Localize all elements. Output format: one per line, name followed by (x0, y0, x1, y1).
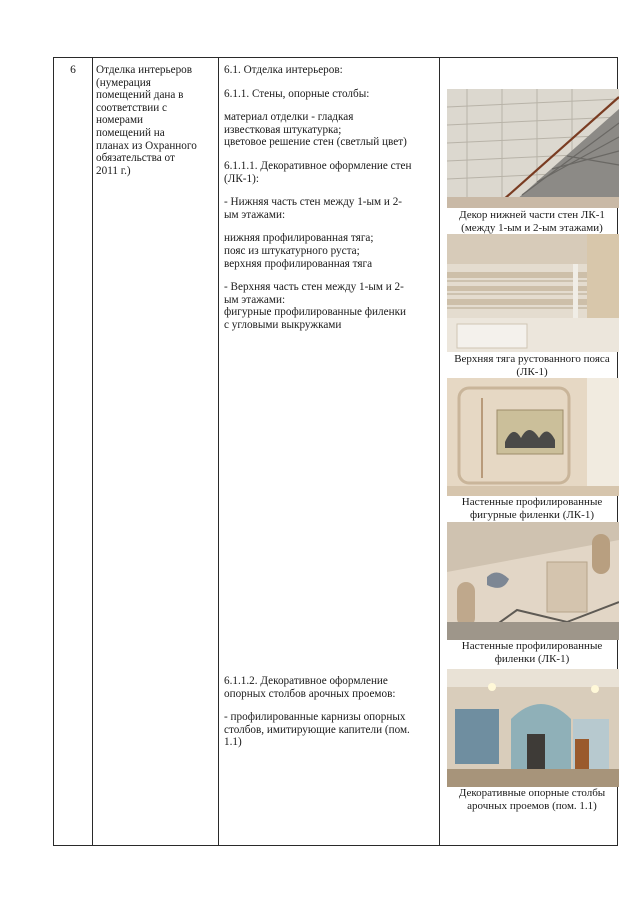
caption-line: Декоративные опорные столбы (458, 787, 606, 799)
paragraph (224, 196, 436, 221)
caption-line: Верхняя тяга рустованного пояса (454, 353, 610, 365)
section-title-line: соответствии с (96, 101, 167, 114)
text-line: 6.1.1. Стены, опорные столбы: (224, 87, 370, 100)
photo-caption (442, 209, 622, 234)
caption-line: Декор нижней части стен ЛК-1 (459, 209, 605, 221)
text-line: цветовое решение стен (светлый цвет) (224, 136, 407, 149)
text-line: столбов, имитирующие капители (пом. (224, 723, 410, 736)
photo-caption (442, 496, 622, 521)
paragraph (224, 675, 436, 700)
text-line: 6.1. Отделка интерьеров: (224, 64, 343, 76)
caption-line: (между 1-ым и 2-ым этажами) (461, 221, 603, 234)
section-title-line: 2011 г.) (96, 164, 131, 177)
rusticated-belt-photo (447, 234, 619, 352)
description-walls (224, 64, 436, 343)
text-line: с угловыми выкружками (224, 318, 342, 331)
paragraph (224, 111, 436, 149)
text-line: - профилированные карнизы опорных (224, 711, 406, 724)
text-line: ым этажами: (224, 208, 286, 221)
text-line: фигурные профилированные филенки (224, 306, 406, 319)
text-line: опорных столбов арочных проемов: (224, 687, 396, 700)
paragraph (224, 711, 436, 749)
caption-line: арочных проемов (пом. 1.1) (467, 799, 597, 812)
text-line: ым этажами: (224, 293, 286, 306)
text-line: материал отделки - гладкая (224, 111, 354, 124)
paragraph (224, 88, 436, 101)
text-line: - Нижняя часть стен между 1-ым и 2- (224, 196, 403, 209)
section-title-line: обязательства от (96, 152, 175, 165)
column-divider (439, 58, 440, 845)
paragraph (224, 281, 436, 331)
paragraph (224, 64, 436, 77)
column-divider (218, 58, 219, 845)
column-divider (92, 58, 93, 845)
photo-caption (442, 353, 622, 378)
section-title-line: планах из Охранного (96, 139, 197, 152)
section-title-line: (нумерация (96, 76, 151, 89)
text-line: нижняя профилированная тяга; (224, 232, 374, 245)
text-line: 1.1) (224, 736, 242, 749)
section-title-line: помещений дана в (96, 89, 184, 102)
caption-line: филенки (ЛК-1) (494, 652, 570, 665)
text-line: 6.1.1.1. Декоративное оформление стен (224, 159, 412, 172)
text-line: известковая штукатурка; (224, 123, 342, 136)
interior-finish-table (53, 57, 618, 846)
section-title (96, 64, 216, 177)
text-line: пояс из штукатурного руста; (224, 244, 360, 257)
text-line: верхняя профилированная тяга (224, 257, 373, 270)
caption-line: (ЛК-1) (516, 365, 548, 378)
row-number: 6 (70, 64, 76, 76)
photo-caption (442, 787, 622, 812)
text-line: 6.1.1.2. Декоративное оформление (224, 675, 388, 687)
section-title-line: номерами (96, 114, 144, 127)
wall-panels-photo (447, 522, 619, 640)
text-line: - Верхняя часть стен между 1-ым и 2- (224, 281, 404, 294)
staircase-wall-photo (447, 89, 619, 208)
section-title-line: помещений на (96, 126, 165, 139)
arched-columns-photo (447, 669, 619, 787)
figured-panels-photo (447, 378, 619, 496)
paragraph (224, 160, 436, 185)
caption-line: Настенные профилированные (461, 496, 603, 508)
photo-caption (442, 640, 622, 665)
caption-line: Настенные профилированные (461, 640, 603, 652)
paragraph (224, 232, 436, 270)
caption-line: фигурные филенки (ЛК-1) (470, 508, 594, 521)
text-line: (ЛК-1): (224, 172, 259, 185)
description-columns (224, 675, 436, 760)
section-title-line: Отделка интерьеров (96, 64, 193, 76)
